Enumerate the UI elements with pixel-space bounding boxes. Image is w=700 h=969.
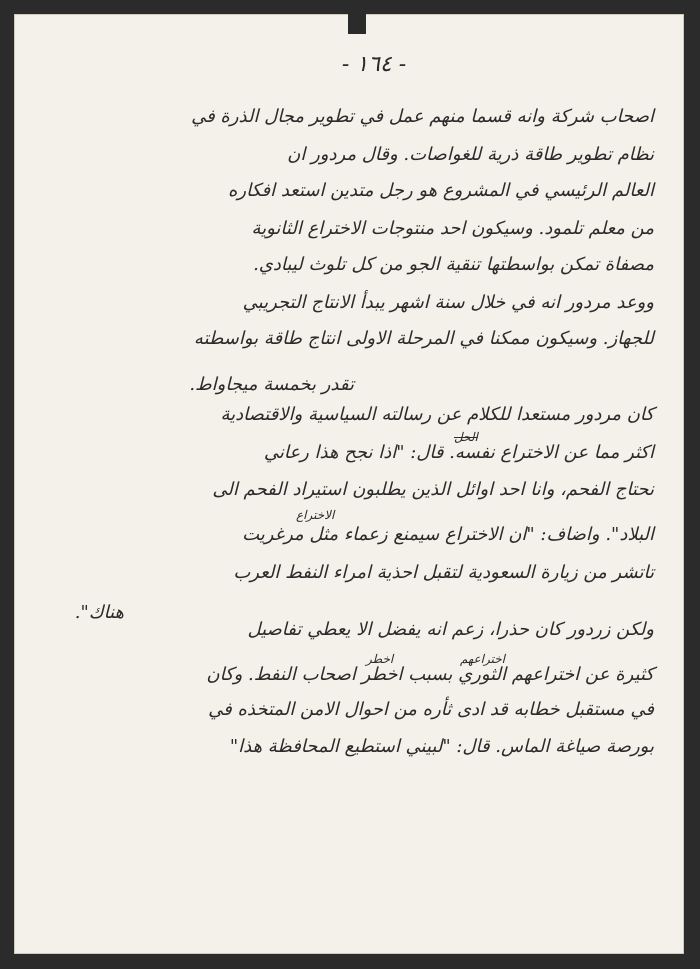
manuscript-line: تقدر بخمسة ميجاواط. xyxy=(189,374,354,395)
manuscript-line: من معلم تلمود. وسيكون احد منتوجات الاختراع الثانوية xyxy=(251,218,654,239)
manuscript-line: تاتشر من زيارة السعودية لتقبل احذية امراء النفط العرب xyxy=(233,562,654,583)
manuscript-line: البلاد". واضاف: "ان الاختراع سيمنع زعماء مثل مرغريت xyxy=(242,524,654,545)
manuscript-page xyxy=(14,14,684,954)
page-number: - ١٦٤ - xyxy=(341,52,407,77)
interlinear-note: اخطر xyxy=(366,652,394,666)
manuscript-line: بورصة صياغة الماس. قال: "لبيني استطيع المحافظة هذا" xyxy=(229,736,654,757)
manuscript-line: ووعد مردور انه في خلال سنة اشهر يبدأ الانتاج التجريبي xyxy=(242,292,654,313)
manuscript-line: في مستقبل خطابه قد ادى ثأره من احوال الامن المتخذه في xyxy=(208,699,654,720)
manuscript-line: كثيرة عن اختراعهم الثوري بسبب اخطر اصحاب النفط. وكان xyxy=(206,664,654,685)
manuscript-line: نحتاج الفحم، وانا احد اوائل الذين يطلبون استيراد الفحم الى xyxy=(212,479,654,500)
interlinear-note: اختراعهم xyxy=(460,652,506,666)
manuscript-line: للجهاز. وسيكون ممكنا في المرحلة الاولى انتاج طاقة بواسطته xyxy=(193,328,654,349)
manuscript-body xyxy=(34,74,664,794)
manuscript-line: اكثر مما عن الاختراع نفسه. قال: "اذا نجح هذا رعاني xyxy=(263,442,654,463)
manuscript-line: العالم الرئيسي في المشروع هو رجل متدين استعد افكاره xyxy=(227,180,654,201)
manuscript-line: اصحاب شركة وانه قسما منهم عمل في تطوير مجال الذرة في xyxy=(191,106,654,127)
manuscript-line: هناك". xyxy=(74,602,124,623)
binder-notch xyxy=(348,14,366,34)
manuscript-line: ولكن زردور كان حذرا، زعم انه يفضل الا يعطي تفاصيل xyxy=(247,619,654,640)
manuscript-line: كان مردور مستعدا للكلام عن رسالته السياسية والاقتصادية xyxy=(220,404,654,425)
interlinear-note: الاختراع xyxy=(296,508,335,522)
manuscript-line: نظام تطوير طاقة ذرية للغواصات. وقال مردور ان xyxy=(287,144,654,165)
manuscript-line: مصفاة تمكن بواسطتها تنقية الجو من كل تلوث ليبادي. xyxy=(253,254,654,275)
interlinear-note: الحل xyxy=(454,430,478,444)
